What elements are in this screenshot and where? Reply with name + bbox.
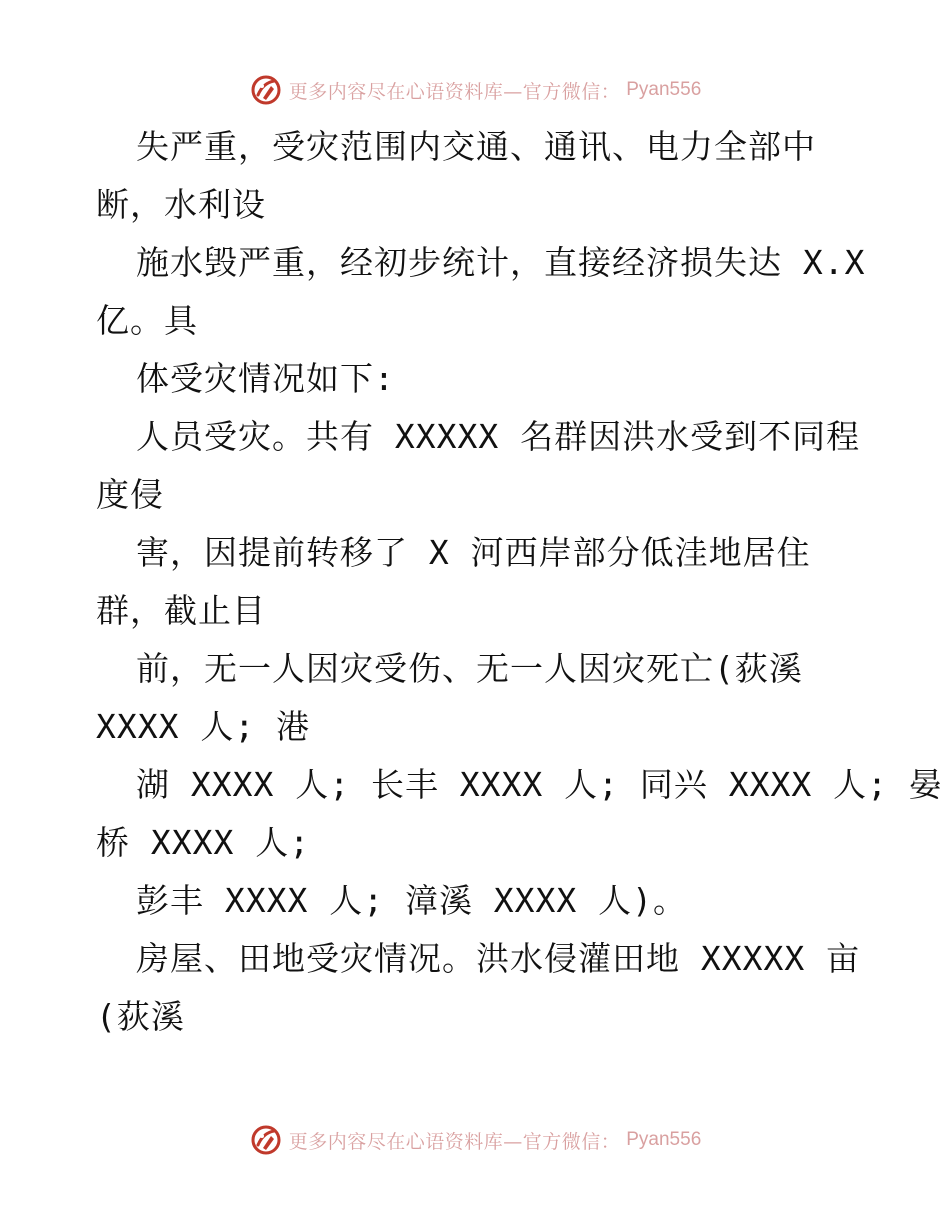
footer-banner xyxy=(0,1118,950,1162)
body-line: 亿。具 xyxy=(96,301,198,340)
body-line: 断，水利设 xyxy=(96,185,266,224)
body-line: XXXX 人; 港 xyxy=(96,707,311,746)
header-banner-text: 更多内容尽在心语资料库—官方微信： xyxy=(288,80,621,103)
body-line: 群，截止目 xyxy=(96,591,266,630)
pen-swirl-logo-icon xyxy=(249,1123,283,1157)
body-line: 人员受灾。共有 XXXXX 名群因洪水受到不同程 xyxy=(136,417,861,456)
body-line: 体受灾情况如下: xyxy=(136,359,395,398)
header-banner-handle: Pyan556 xyxy=(626,79,702,100)
body-line: 失严重，受灾范围内交通、通讯、电力全部中 xyxy=(136,127,816,166)
body-line: 害，因提前转移了 X 河西岸部分低洼地居住 xyxy=(136,533,811,572)
footer-banner-inner xyxy=(249,1123,702,1157)
pen-swirl-logo-icon xyxy=(249,73,283,107)
body-line: 施水毁严重，经初步统计，直接经济损失达 X.X xyxy=(136,243,866,282)
footer-banner-text: 更多内容尽在心语资料库—官方微信： xyxy=(288,1130,621,1153)
footer-banner-handle: Pyan556 xyxy=(626,1129,702,1150)
header-banner xyxy=(0,68,950,112)
header-banner-inner xyxy=(249,73,702,107)
body-line: 前，无一人因灾受伤、无一人因灾死亡(荻溪 xyxy=(136,649,803,688)
body-line: 度侵 xyxy=(96,475,164,514)
body-line: 房屋、田地受灾情况。洪水侵灌田地 XXXXX 亩 xyxy=(136,939,861,978)
body-line: (荻溪 xyxy=(96,997,185,1036)
document-body xyxy=(96,118,943,1046)
body-line: 彭丰 XXXX 人; 漳溪 XXXX 人)。 xyxy=(136,881,688,920)
body-line: 桥 XXXX 人; xyxy=(96,823,311,862)
body-line: 湖 XXXX 人; 长丰 XXXX 人; 同兴 XXXX 人; 晏 xyxy=(136,765,943,804)
